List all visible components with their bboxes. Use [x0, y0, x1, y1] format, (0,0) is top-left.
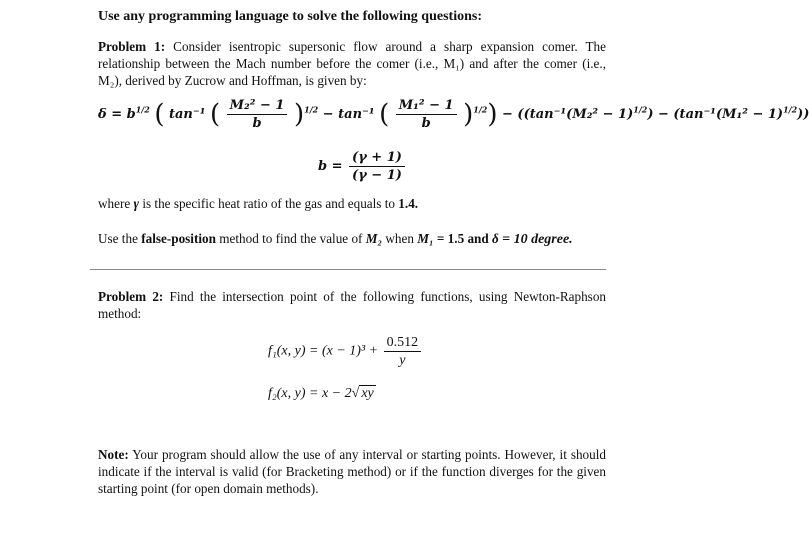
fraction-gamma-num: (γ + 1)	[349, 150, 405, 167]
eq-exp-4: 1/2	[783, 104, 798, 115]
fraction-m2-den: b	[252, 116, 262, 131]
fraction-m1-den: b	[421, 116, 431, 131]
paren-open: (	[154, 99, 165, 130]
f2-equation	[268, 386, 376, 402]
fraction-gamma	[349, 150, 405, 183]
task-mid: method to find the value of	[219, 231, 363, 246]
problem2-text: Find the intersection point of the following functions, using Newton-Raphson method:	[98, 289, 607, 321]
fraction-m1-num: M₁² − 1	[396, 98, 457, 115]
note-text: Your program should allow the use of any interval or starting points. However, it should indicate if the interval is valid (for Bracketing method) or if the function diverges for the given starting point (for open domain methods).	[98, 447, 606, 496]
problem1-label: Problem 1:	[98, 39, 166, 54]
b-lhs: b =	[318, 159, 343, 174]
task-value: = 10 degree.	[502, 232, 573, 247]
f2-lhs: f₂(x, y) = x − 2	[268, 386, 352, 401]
fraction-f1-den: y	[399, 353, 406, 368]
problem2-label: Problem 2:	[98, 289, 164, 304]
problem1-intro	[98, 38, 606, 89]
eq-tail-1: − ((tan⁻¹(M₂² − 1)	[502, 107, 634, 122]
eq-tan-2: − tan⁻¹	[322, 107, 375, 122]
task-m1: M₁	[417, 231, 434, 246]
f2-sqrt: xy	[361, 386, 374, 401]
problem1-text: Consider isentropic supersonic flow around a sharp expansion comer. The relationship between the Mach number before the comer (i.e., M₁) and after the comer (i.e., M₂), derived by Zucrow and Hoffman, is given by:	[98, 39, 606, 88]
eq-delta: δ = b	[98, 107, 136, 122]
eq-exp-3: 1/2	[633, 104, 648, 115]
fraction-f1	[384, 335, 422, 368]
task-method: false-position	[141, 231, 216, 246]
gamma-value: 1.4.	[398, 196, 419, 211]
gamma-pre: where	[98, 196, 131, 211]
sqrt-icon: √	[351, 386, 360, 401]
gamma-sentence	[98, 195, 418, 212]
task-eq: = 1.5 and	[436, 231, 489, 246]
gamma-text: is the specific heat ratio of the gas and equals to	[142, 196, 395, 211]
task-sentence	[98, 230, 573, 248]
f1-equation	[268, 335, 423, 368]
paren-close-3: )	[463, 99, 474, 130]
paren-open-3: (	[379, 99, 390, 130]
gamma-symbol: γ	[133, 196, 140, 211]
note	[98, 446, 606, 497]
task-pre: Use the	[98, 231, 138, 246]
eq-tail-2: ) − (tan⁻¹(M₁² − 1)	[647, 107, 784, 122]
eq-b-exponent: 1/2	[135, 104, 150, 115]
task-when: when	[385, 231, 414, 246]
eq-exp-1: 1/2	[304, 104, 319, 115]
fraction-m2-num: M₂² − 1	[227, 98, 288, 115]
task-m2: M₂	[365, 231, 383, 246]
b-equation	[318, 150, 407, 183]
fraction-m1	[396, 98, 457, 131]
fraction-m2	[227, 98, 288, 131]
note-label: Note:	[98, 447, 129, 462]
f1-lhs: f₁(x, y) = (x − 1)³ +	[268, 343, 379, 359]
fraction-f1-num: 0.512	[384, 335, 422, 352]
eq-end: ))	[797, 107, 809, 122]
fraction-gamma-den: (γ − 1)	[352, 168, 402, 183]
eq-exp-2: 1/2	[473, 104, 488, 115]
divider	[90, 269, 606, 270]
delta-equation	[98, 98, 809, 131]
task-delta: δ	[492, 231, 499, 246]
problem2-intro	[98, 288, 606, 322]
paren-close-2: )	[293, 99, 305, 130]
paren-close: )	[487, 99, 498, 130]
heading: Use any programming language to solve the following questions:	[98, 9, 482, 24]
paren-open-2: (	[209, 99, 221, 130]
eq-tan-1: tan⁻¹	[169, 107, 206, 122]
